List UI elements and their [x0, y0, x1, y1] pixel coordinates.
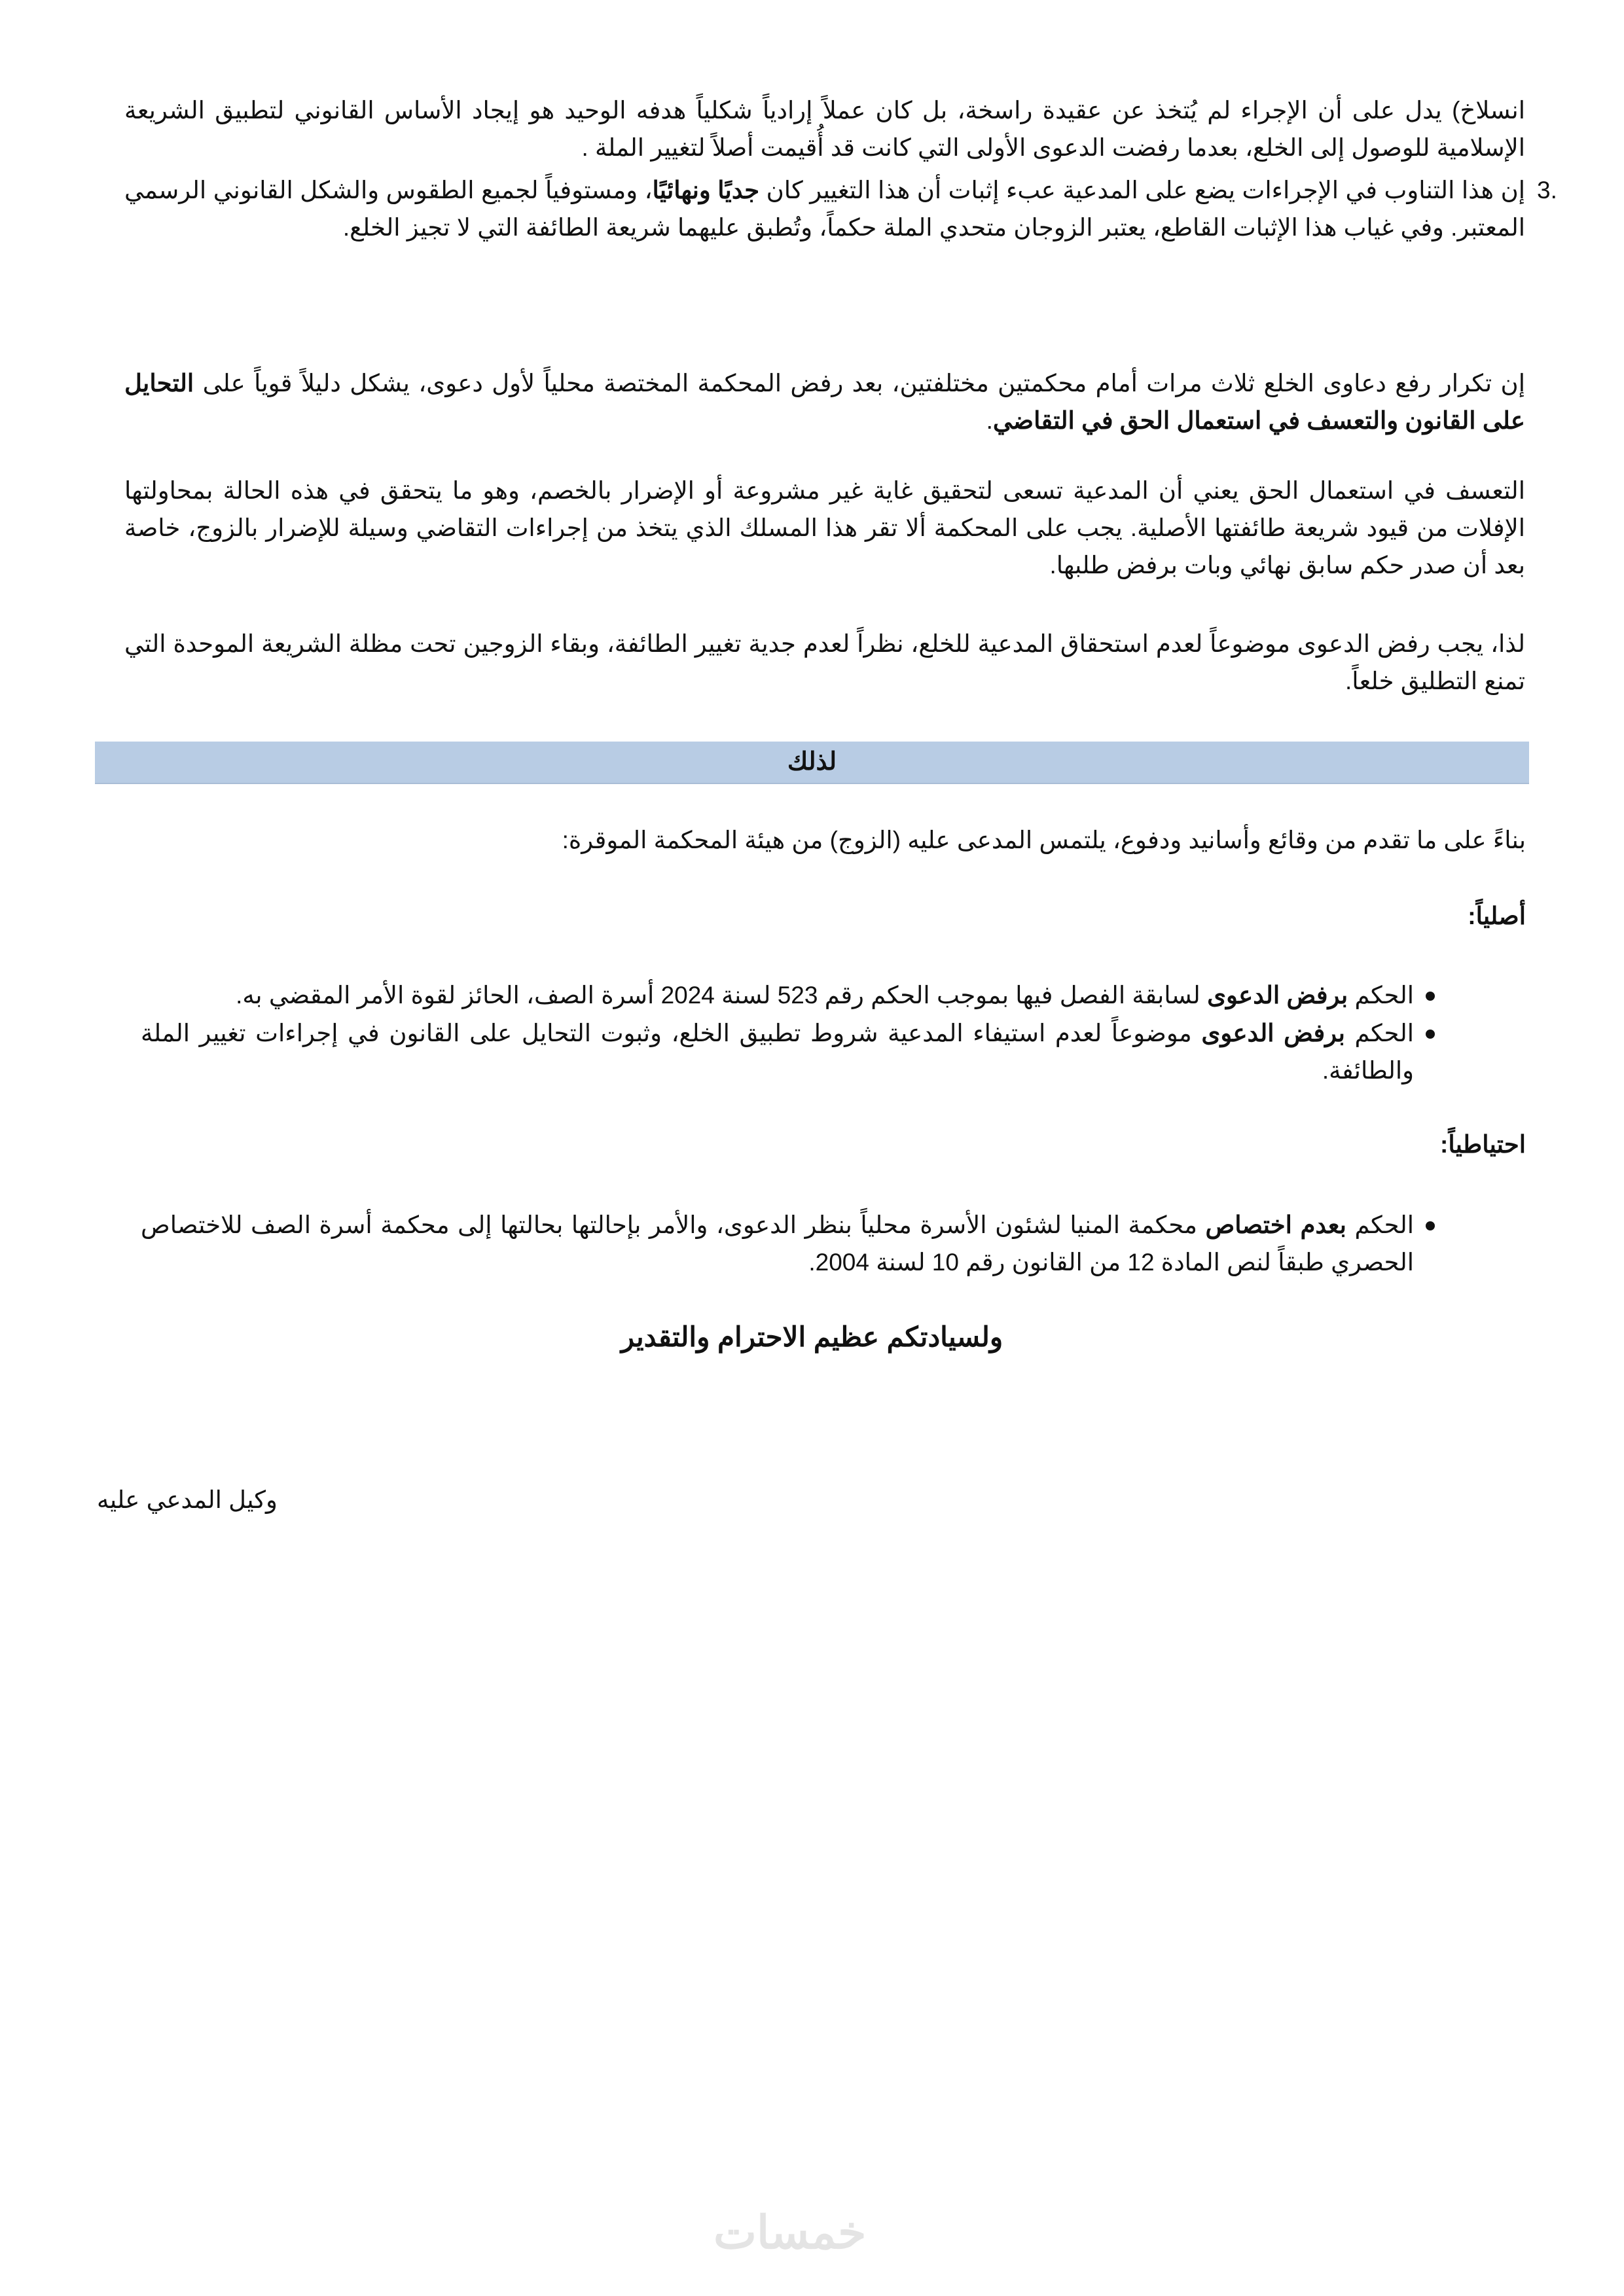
list-item-3 [124, 171, 1525, 246]
requests-intro: بناءً على ما تقدم من وقائع وأسانيد ودفوع، يلتمس المدعى عليه (الزوج) من هيئة المحكمة الموقرة: [562, 827, 1526, 853]
text: الحكم [1344, 1020, 1414, 1047]
primary-request-1 [141, 977, 1414, 1014]
text: محكمة المنيا لشئون الأسرة محلياً بنظر الدعوى، والأمر بإحالتها بحالتها إلى محكمة أسرة الصف للاختصاص الحصري طبقاً لنص المادة 12 من القانون رقم 10 لسنة 2004. [141, 1211, 1414, 1276]
text: الحكم [1346, 1211, 1415, 1238]
paragraph-abuse-claim [124, 365, 1525, 439]
closing-salutation: ولسيادتكم عظيم الاحترام والتقدير [621, 1321, 1003, 1352]
text: إن هذا التناوب في الإجراءات يضع على المدعية عبء إثبات أن هذا التغيير كان [759, 177, 1526, 204]
secondary-heading: احتياطياً: [1440, 1131, 1526, 1158]
primary-request-2 [141, 1014, 1414, 1089]
secondary-request-1 [141, 1206, 1414, 1281]
signature-label: وكيل المدعي عليه [97, 1486, 278, 1513]
bold-text: بعدم اختصاص [1205, 1211, 1346, 1238]
list-item-2-continuation: انسلاخ) يدل على أن الإجراء لم يُتخذ عن عقيدة راسخة، بل كان عملاً إرادياً شكلياً هدفه الوحيد هو إيجاد الأساس القانوني لتطبيق الشريعة الإسلامية للوصول إلى الخلع، بعدما رفضت الدعوى الأولى التي كانت قد أُقيمت أصلاً لتغيير الملة . [124, 97, 1525, 161]
text: . [986, 407, 993, 434]
list-number: 3. [1537, 177, 1557, 204]
bullet-icon [1426, 1030, 1435, 1039]
text: الحكم [1348, 982, 1414, 1009]
bullet-icon [1426, 992, 1435, 1001]
text: إن تكرار رفع دعاوى الخلع ثلاث مرات أمام محكمتين مختلفتين، بعد رفض المحكمة المختصة محلياً لأول دعوى، يشكل دليلاً قوياً على [194, 370, 1525, 397]
paragraph-conclusion: لذا، يجب رفض الدعوى موضوعاً لعدم استحقاق المدعية للخلع، نظراً لعدم جدية تغيير الطائفة، وبقاء الزوجين تحت مظلة الشريعة الموحدة التي تمنع التطليق خلعاً. [124, 630, 1525, 694]
bold-text: برفض الدعوى [1201, 1020, 1345, 1047]
primary-heading: أصلياً: [1468, 903, 1526, 929]
paragraph-abuse-definition: التعسف في استعمال الحق يعني أن المدعية تسعى لتحقيق غاية غير مشروعة أو الإضرار بالخصم، وهو ما يتحقق في هذه الحالة بمحاولتها الإفلات من قيود شريعة طائفتها الأصلية. يجب على المحكمة ألا تقر هذا المسلك الذي يتخذ من إجراءات التقاضي وسيلة للإضرار بالزوج، خاصة بعد أن صدر حكم سابق نهائي وبات برفض طلبها. [124, 477, 1525, 579]
section-banner: لذلك [95, 742, 1529, 784]
bold-text: التحايل على القانون والتعسف في استعمال الحق في التقاضي [124, 370, 1525, 434]
text: ، ومستوفياً لجميع الطقوس والشكل القانوني الرسمي المعتبر. وفي غياب هذا الإثبات القاطع، يعتبر الزوجان متحدي الملة حكماً، وتُطبق عليهما شريعة الطائفة التي لا تجيز الخلع. [124, 177, 1525, 241]
watermark-logo: خمسات [713, 2207, 867, 2258]
bold-text: برفض الدعوى [1207, 982, 1348, 1009]
bold-text: جديًا ونهائيًا [652, 177, 760, 204]
text: موضوعاً لعدم استيفاء المدعية شروط تطبيق الخلع، وثبوت التحايل على القانون في إجراءات تغيير الملة والطائفة. [141, 1020, 1414, 1084]
bullet-icon [1426, 1221, 1435, 1230]
text: لسابقة الفصل فيها بموجب الحكم رقم 523 لسنة 2024 أسرة الصف، الحائز لقوة الأمر المقضي به. [236, 982, 1208, 1009]
